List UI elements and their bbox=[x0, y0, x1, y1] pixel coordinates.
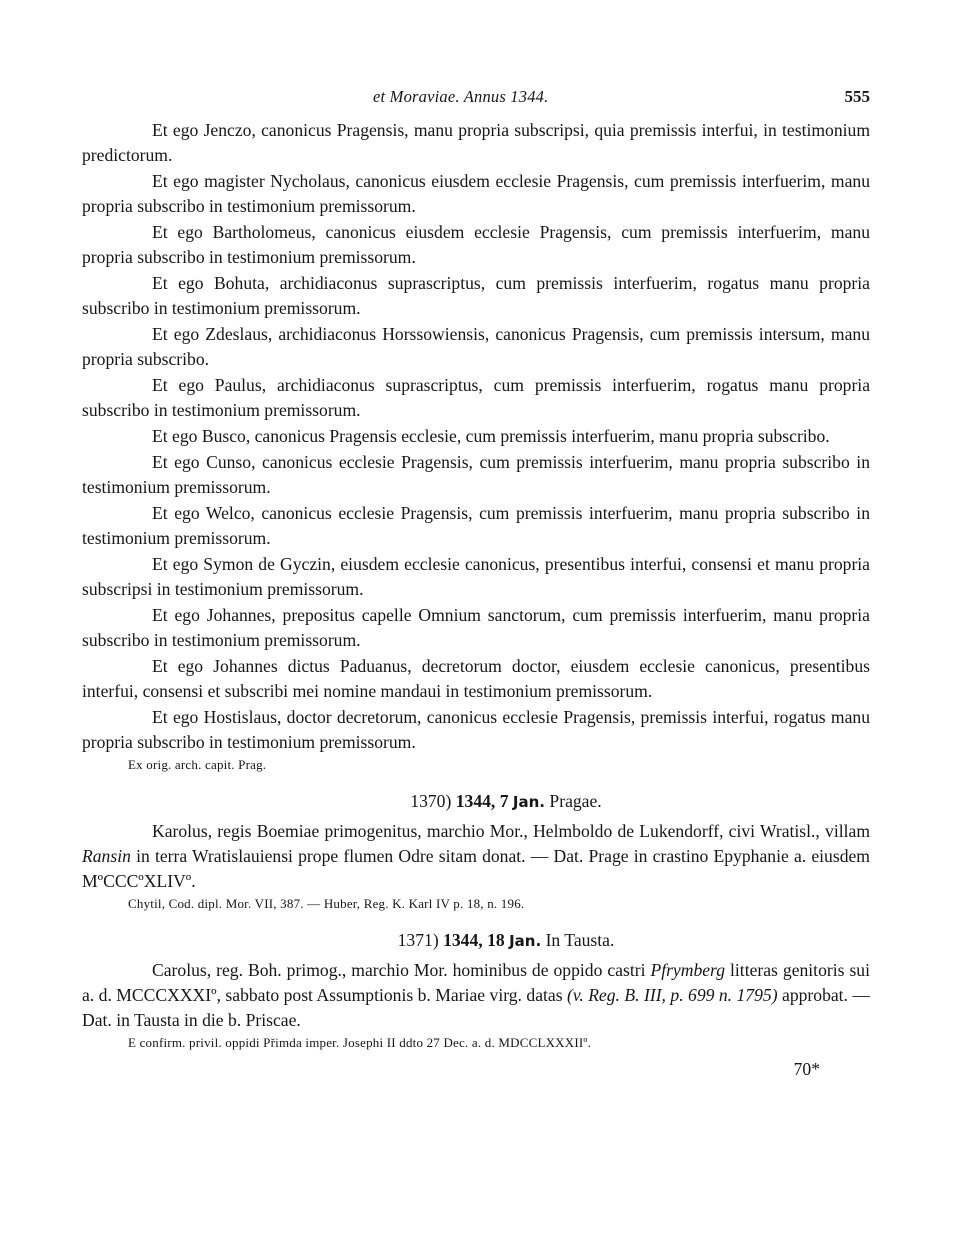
regest-text: Karolus, regis Boemiae primogenitus, marchio Mor., Helmboldo de Lukendorff, civi Wratisl., villam bbox=[152, 821, 870, 841]
subscription-paragraph: Et ego Cunso, canonicus ecclesie Pragensis, cum premissis interfuerim, manu propria subscribo in testimonium premissorum. bbox=[82, 452, 870, 497]
regest-text: in terra Wratislauiensi prope flumen Odre sitam donat. — Dat. Prage in crastino Epyphanie a. eiusdem MºCCCºXLIVº. bbox=[82, 846, 870, 891]
regest-text: litteras genitoris sui a. d. MCCCXXXIº, sabbato post Assumptionis b. Mariae virg. datas bbox=[82, 960, 870, 1005]
regest-text: approbat. — Dat. in Tausta in die b. Priscae. bbox=[82, 985, 870, 1030]
document-month: Jan. bbox=[509, 932, 542, 950]
subscription-paragraph: Et ego Bartholomeus, canonicus eiusdem ecclesie Pragensis, cum premissis interfuerim, manu propria subscribo in testimonium premissorum. bbox=[82, 222, 870, 267]
subscription-paragraph: Et ego Johannes dictus Paduanus, decretorum doctor, eiusdem ecclesie canonicus, presentibus interfui, consensi et subscribi mei nomine mandaui in testimonium premissorum. bbox=[82, 656, 870, 701]
source-note: E confirm. privil. oppidi Přimda imper. Josephi II ddto 27 Dec. a. d. MDCCLXXXIIº. bbox=[128, 1035, 592, 1050]
running-title: et Moraviae. Annus 1344. bbox=[373, 87, 549, 106]
source-note: Chytil, Cod. dipl. Mor. VII, 387. — Huber, Reg. K. Karl IV p. 18, n. 196. bbox=[128, 896, 525, 911]
subscription-paragraph: Et ego Hostislaus, doctor decretorum, canonicus ecclesie Pragensis, premissis interfui, rogatus manu propria subscribo in testimonium premissorum. bbox=[82, 707, 870, 752]
document-heading-1371 bbox=[82, 928, 870, 953]
subscription-paragraph: Et ego Johannes, prepositus capelle Omnium sanctorum, cum premissis interfuerim, manu propria subscribo in testimonium premissorum. bbox=[82, 605, 870, 650]
subscription-paragraph: Et ego Paulus, archidiaconus suprascriptus, cum premissis interfuerim, rogatus manu propria subscribo in testimonium premissorum. bbox=[82, 375, 870, 420]
regest-text: Carolus, reg. Boh. primog., marchio Mor. hominibus de oppido castri bbox=[152, 960, 651, 980]
subscription-paragraph: Et ego Zdeslaus, archidiaconus Horssowiensis, canonicus Pragensis, cum premissis intersum, manu propria subscribo. bbox=[82, 324, 870, 369]
subscription-paragraph: Et ego Bohuta, archidiaconus suprascriptus, cum premissis interfuerim, rogatus manu propria subscribo in testimonium premissorum. bbox=[82, 273, 870, 318]
subscription-paragraph: Et ego Jenczo, canonicus Pragensis, manu propria subscripsi, quia premissis interfui, in testimonium predictorum. bbox=[82, 120, 870, 165]
document-page bbox=[82, 78, 870, 1079]
signature-mark: 70* bbox=[793, 1059, 820, 1079]
document-date: 1344, 7 bbox=[455, 791, 509, 811]
document-month: Jan. bbox=[512, 793, 546, 811]
source-note: Ex orig. arch. capit. Prag. bbox=[128, 757, 267, 772]
place-name-italic: Ransin bbox=[82, 846, 131, 866]
running-header bbox=[82, 78, 870, 118]
subscription-paragraph: Et ego magister Nycholaus, canonicus eiusdem ecclesie Pragensis, cum premissis interfuerim, manu propria subscribo in testimonium premissorum. bbox=[82, 171, 870, 216]
page-number: 555 bbox=[844, 87, 870, 106]
document-date: 1344, 18 bbox=[443, 930, 505, 950]
subscription-paragraph: Et ego Busco, canonicus Pragensis ecclesie, cum premissis interfuerim, manu propria subscribo. bbox=[152, 426, 830, 446]
document-heading-1370 bbox=[82, 789, 870, 814]
document-number: 1371) bbox=[397, 930, 439, 950]
regest-paragraph-1370 bbox=[82, 819, 870, 894]
reference-italic: (v. Reg. B. III, p. 699 n. 1795) bbox=[566, 985, 778, 1005]
regest-paragraph-1371 bbox=[82, 958, 870, 1033]
subscription-paragraph: Et ego Welco, canonicus ecclesie Pragensis, cum premissis interfuerim, manu propria subscribo in testimonium premissorum. bbox=[82, 503, 870, 548]
document-place: In Tausta. bbox=[545, 930, 615, 950]
place-name-italic: Pfrymberg bbox=[650, 960, 726, 980]
document-place: Pragae. bbox=[549, 791, 602, 811]
document-number: 1370) bbox=[410, 791, 452, 811]
subscription-paragraph: Et ego Symon de Gyczin, eiusdem ecclesie canonicus, presentibus interfui, consensi et manu propria subscripsi in testimonium premissorum. bbox=[82, 554, 870, 599]
